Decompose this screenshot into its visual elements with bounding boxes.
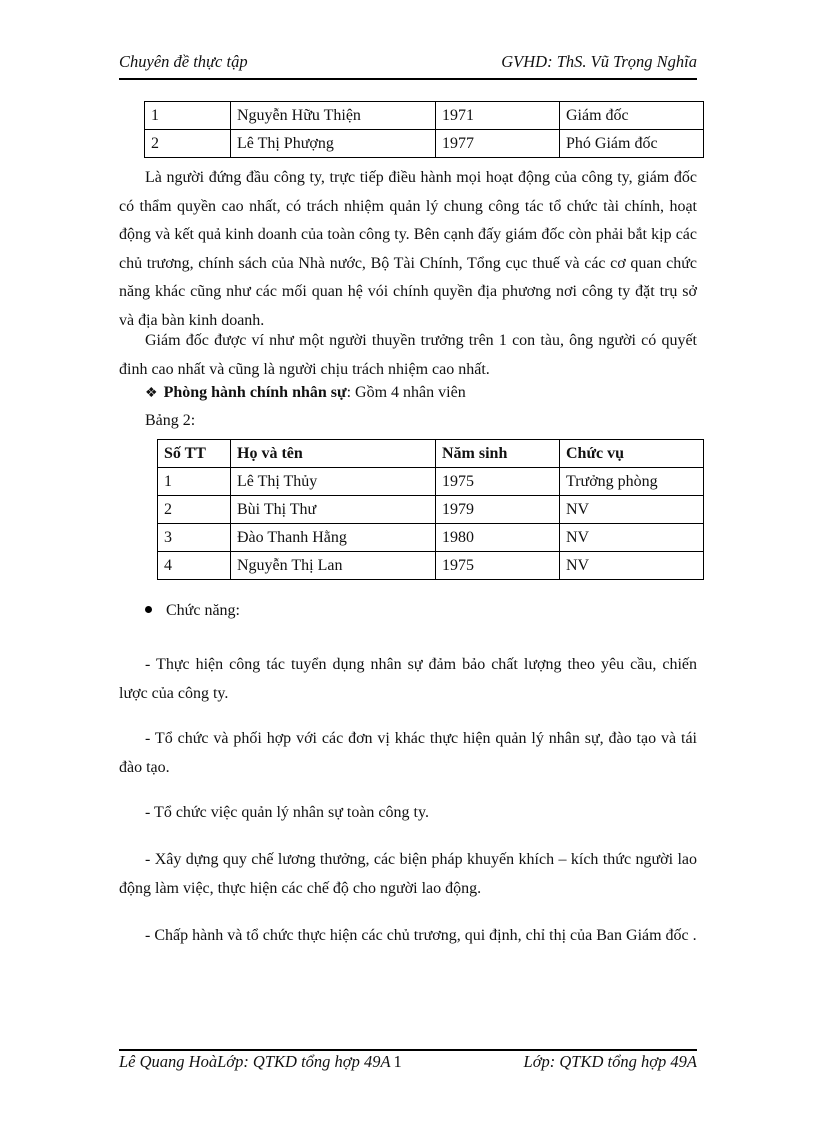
column-header: Số TT [158, 440, 231, 468]
table-cell: 1980 [436, 524, 560, 552]
table-cell: 1975 [436, 552, 560, 580]
footer-class: Lớp: QTKD tổng hợp 49A [523, 1052, 697, 1071]
table-cell: 1979 [436, 496, 560, 524]
column-header: Họ và tên [231, 440, 436, 468]
table-cell: Trưởng phòng [560, 468, 704, 496]
functions-label-text: Chức năng: [166, 602, 240, 619]
table-cell: 3 [158, 524, 231, 552]
table-cell: Nguyễn Hữu Thiện [231, 102, 436, 130]
page-footer [119, 1052, 697, 1078]
table-cell: 4 [158, 552, 231, 580]
header-right-advisor: GVHD: ThS. Vũ Trọng Nghĩa [501, 52, 697, 71]
function-item: - Tổ chức và phối hợp với các đơn vị khác thực hiện quản lý nhân sự, đào tạo và tái đào tạo. [119, 730, 697, 776]
table-cell: Bùi Thị Thư [231, 496, 436, 524]
table-header-row [158, 440, 704, 468]
table-row [158, 496, 704, 524]
table-cell: 1 [158, 468, 231, 496]
diamond-bullet-icon: ❖ [145, 386, 158, 401]
page-header [119, 50, 697, 78]
director-table [144, 101, 704, 158]
table-caption: Bảng 2: [145, 412, 196, 429]
staff-table [157, 439, 704, 580]
table-cell: 2 [145, 130, 231, 158]
table-row [158, 524, 704, 552]
director-description: Là người đứng đầu công ty, trực tiếp điều hành mọi hoạt động của công ty, giám đốc có thẩm quyền cao nhất, có trách nhiệm quản lý chung công tác tổ chức tài chính, hoạt động và kết quả kinh doanh của toàn công ty. Bên cạnh đấy giám đốc còn phải bắt kịp các chủ trương, chính sách của Nhà nước, Bộ Tài Chính, Tổng cục thuế và các cơ quan chức năng khác cũng như các mối quan hệ vói chính quyền địa phương nơi công ty đặt trụ sở và địa bàn kinh doanh. [119, 169, 697, 329]
column-header: Chức vụ [560, 440, 704, 468]
table-cell: Lê Thị Phượng [231, 130, 436, 158]
table-cell: Phó Giám đốc [560, 130, 704, 158]
table-cell: Đào Thanh Hằng [231, 524, 436, 552]
footer-divider [119, 1049, 697, 1051]
table-cell: Nguyễn Thị Lan [231, 552, 436, 580]
director-analogy: Giám đốc được ví như một người thuyền trưởng trên 1 con tàu, ông người có quyết đinh cao nhất và cũng là người chịu trách nhiệm cao nhất. [119, 332, 697, 378]
table-row [145, 102, 704, 130]
section-heading [145, 384, 466, 402]
table-row [158, 552, 704, 580]
column-header: Năm sinh [436, 440, 560, 468]
table-cell: 1975 [436, 468, 560, 496]
page-number: 1 [393, 1052, 402, 1071]
table-cell: NV [560, 524, 704, 552]
header-divider [119, 78, 697, 80]
function-item: - Tổ chức việc quản lý nhân sự toàn công ty. [145, 804, 429, 821]
table-row [145, 130, 704, 158]
table-cell: Lê Thị Thủy [231, 468, 436, 496]
function-item: - Thực hiện công tác tuyển dụng nhân sự đảm bảo chất lượng theo yêu cầu, chiến lược của công ty. [119, 656, 697, 702]
table-cell: NV [560, 496, 704, 524]
function-item: - Chấp hành và tổ chức thực hiện các chủ trương, qui định, chỉ thị của Ban Giám đốc . [145, 927, 697, 944]
header-left-title: Chuyên đề thực tập [119, 52, 248, 71]
table-cell: 1 [145, 102, 231, 130]
functions-label [145, 602, 240, 620]
table-cell: NV [560, 552, 704, 580]
section-suffix: : Gồm 4 nhân viên [346, 384, 466, 401]
bullet-dot-icon [145, 606, 152, 613]
function-item: - Xây dựng quy chế lương thưởng, các biện pháp khuyến khích – kích thức người lao động làm việc, thực hiện các chế độ cho người lao động. [119, 851, 697, 897]
footer-author-text: Lê Quang HoàLớp: QTKD tổng hợp 49A [119, 1052, 391, 1071]
table-row [158, 468, 704, 496]
table-cell: Giám đốc [560, 102, 704, 130]
table-cell: 1971 [436, 102, 560, 130]
table-cell: 2 [158, 496, 231, 524]
footer-author [119, 1052, 402, 1072]
section-title: Phòng hành chính nhân sự [163, 384, 347, 401]
table-cell: 1977 [436, 130, 560, 158]
